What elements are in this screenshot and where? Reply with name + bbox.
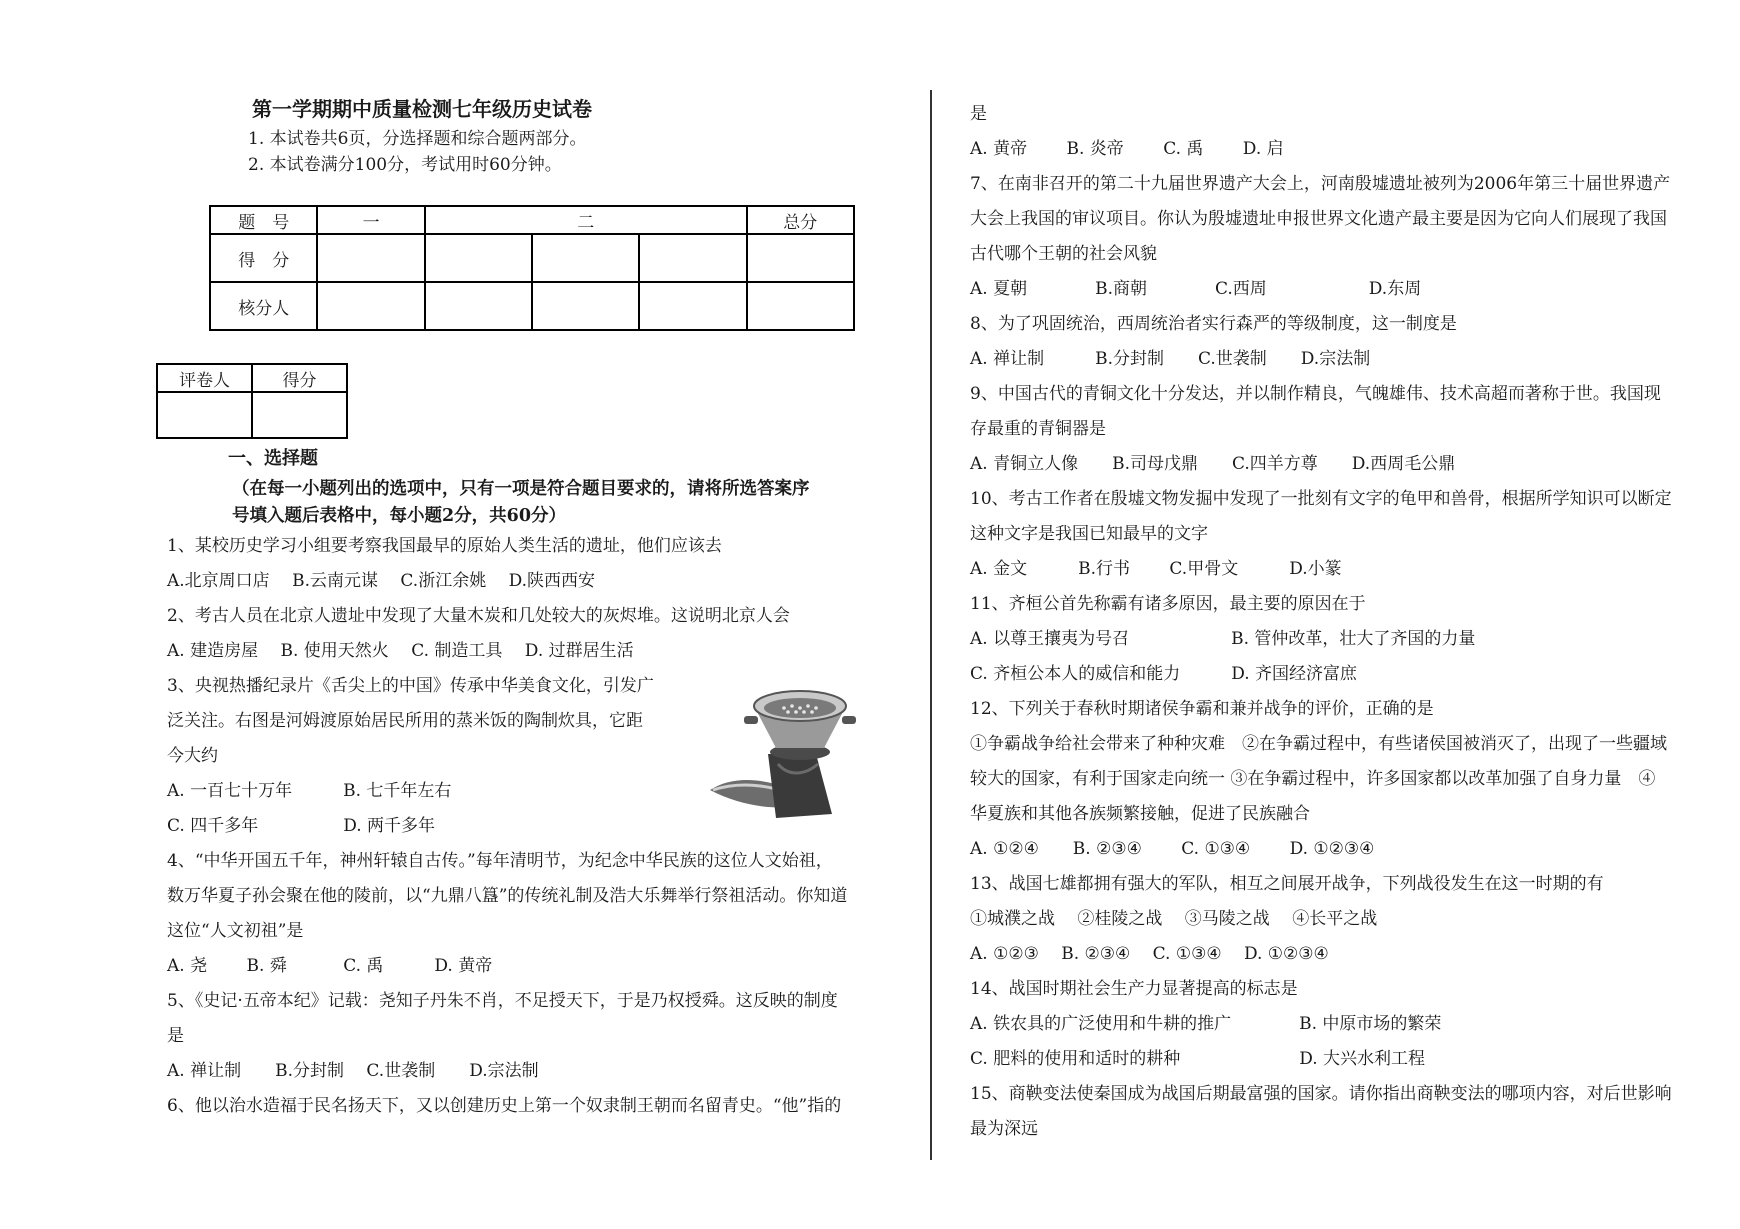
question-12-cont: 华夏族和其他各族频繁接触，促进了民族融合 bbox=[970, 804, 1310, 824]
checker-cell[interactable] bbox=[639, 282, 746, 330]
question-3-options: A. 一百七十万年 B. 七千年左右 bbox=[167, 781, 452, 801]
question-7-cont: 大会上我国的审议项目。你认为殷墟遗址申报世界文化遗产最主要是因为它向人们展现了我国 bbox=[970, 209, 1667, 229]
grader-cell[interactable] bbox=[157, 392, 252, 438]
question-10-options: A. 金文 B.行书 C.甲骨文 D.小篆 bbox=[970, 559, 1342, 579]
question-14: 14、战国时期社会生产力显著提高的标志是 bbox=[970, 979, 1298, 999]
score-header-one: 一 bbox=[317, 206, 424, 234]
question-8-options: A. 禅让制 B.分封制 C.世袭制 D.宗法制 bbox=[970, 349, 1371, 369]
pottery-steamer-image bbox=[708, 672, 860, 824]
question-7: 7、在南非召开的第二十九届世界遗产大会上，河南殷墟遗址被列为2006年第三十届世界遗产 bbox=[970, 174, 1671, 194]
question-1: 1、某校历史学习小组要考察我国最早的原始人类生活的遗址，他们应该去 bbox=[167, 536, 722, 556]
question-9-options: A. 青铜立人像 B.司母戊鼎 C.四羊方尊 D.西周毛公鼎 bbox=[970, 454, 1456, 474]
question-6-cont: 是 bbox=[970, 104, 987, 124]
grader-score-cell[interactable] bbox=[252, 392, 347, 438]
grader-table bbox=[156, 363, 348, 439]
question-5: 5、《史记·五帝本纪》记载：尧知子丹朱不肖，不足授天下，于是乃权授舜。这反映的制度 bbox=[167, 991, 838, 1011]
question-11-options: A. 以尊王攘夷为号召 B. 管仲改革，壮大了齐国的力量 bbox=[970, 629, 1476, 649]
grader-score-header: 得分 bbox=[252, 364, 347, 392]
question-3-cont: 泛关注。右图是河姆渡原始居民所用的蒸米饭的陶制炊具，它距 bbox=[167, 711, 643, 731]
checker-cell[interactable] bbox=[425, 282, 532, 330]
question-15: 15、商鞅变法使秦国成为战国后期最富强的国家。请你指出商鞅变法的哪项内容，对后世影响 bbox=[970, 1084, 1672, 1104]
question-12: 12、下列关于春秋时期诸侯争霸和兼并战争的评价，正确的是 bbox=[970, 699, 1434, 719]
question-4: 4、“中华开国五千年，神州轩辕自古传。”每年清明节，为纪念中华民族的这位人文始祖， bbox=[167, 851, 833, 871]
score-header-label: 题 号 bbox=[210, 206, 317, 234]
exam-note-1: 1. 本试卷共6页，分选择题和综合题两部分。 bbox=[248, 129, 587, 149]
score-header-two: 二 bbox=[425, 206, 747, 234]
checker-cell[interactable] bbox=[532, 282, 639, 330]
question-10: 10、考古工作者在殷墟文物发掘中发现了一批刻有文字的龟甲和兽骨，根据所学知识可以断定 bbox=[970, 489, 1672, 509]
question-5-cont: 是 bbox=[167, 1026, 184, 1046]
question-1-options: A.北京周口店 B.云南元谋 C.浙江余姚 D.陕西西安 bbox=[167, 571, 596, 591]
checker-cell[interactable] bbox=[317, 282, 424, 330]
section-instructions-2: 号填入题后表格中，每小题2分，共60分） bbox=[232, 506, 567, 526]
question-5-options: A. 禅让制 B.分封制 C.世袭制 D.宗法制 bbox=[167, 1061, 539, 1081]
question-14-options: A. 铁农具的广泛使用和牛耕的推广 B. 中原市场的繁荣 bbox=[970, 1014, 1442, 1034]
question-15-cont: 最为深远 bbox=[970, 1119, 1038, 1139]
score-cell[interactable] bbox=[639, 234, 746, 282]
question-13-options: A. ①②③ B. ②③④ C. ①③④ D. ①②③④ bbox=[970, 944, 1329, 964]
question-13: 13、战国七雄都拥有强大的军队，相互之间展开战争，下列战役发生在这一时期的有 bbox=[970, 874, 1604, 894]
question-7-cont: 古代哪个王朝的社会风貌 bbox=[970, 244, 1157, 264]
checker-cell[interactable] bbox=[747, 282, 854, 330]
question-11-options: C. 齐桓公本人的威信和能力 D. 齐国经济富庶 bbox=[970, 664, 1358, 684]
question-3-cont: 今大约 bbox=[167, 746, 218, 766]
question-3-options: C. 四千多年 D. 两千多年 bbox=[167, 816, 436, 836]
question-4-cont: 数万华夏子孙会聚在他的陵前，以“九鼎八簋”的传统礼制及浩大乐舞举行祭祖活动。你知道 bbox=[167, 886, 848, 906]
question-4-options: A. 尧 B. 舜 C. 禹 D. 黄帝 bbox=[167, 956, 493, 976]
question-12-options: A. ①②④ B. ②③④ C. ①③④ D. ①②③④ bbox=[970, 839, 1375, 859]
question-4-cont: 这位“人文初祖”是 bbox=[167, 921, 304, 941]
section-heading: 一、选择题 bbox=[228, 448, 318, 469]
question-3: 3、央视热播纪录片《舌尖上的中国》传承中华美食文化，引发广 bbox=[167, 676, 654, 696]
score-cell[interactable] bbox=[425, 234, 532, 282]
score-header-total: 总分 bbox=[747, 206, 854, 234]
question-11: 11、齐桓公首先称霸有诸多原因，最主要的原因在于 bbox=[970, 594, 1366, 614]
question-13-cont: ①城濮之战 ②桂陵之战 ③马陵之战 ④长平之战 bbox=[970, 909, 1378, 929]
question-6: 6、他以治水造福于民名扬天下，又以创建历史上第一个奴隶制王朝而名留青史。“他”指的 bbox=[167, 1096, 842, 1116]
score-table bbox=[209, 205, 855, 331]
score-cell[interactable] bbox=[747, 234, 854, 282]
exam-note-2: 2. 本试卷满分100分，考试用时60分钟。 bbox=[248, 155, 562, 175]
page-title: 第一学期期中质量检测七年级历史试卷 bbox=[252, 97, 592, 121]
question-9-cont: 存最重的青铜器是 bbox=[970, 419, 1106, 439]
question-12-cont: 较大的国家，有利于国家走向统一 ③在争霸过程中，许多国家都以改革加强了自身力量 ④ bbox=[970, 769, 1656, 789]
question-12-cont: ①争霸战争给社会带来了种种灾难 ②在争霸过程中，有些诸侯国被消灭了，出现了一些疆域 bbox=[970, 734, 1667, 754]
score-row-label: 得 分 bbox=[210, 234, 317, 282]
section-instructions-1: （在每一小题列出的选项中，只有一项是符合题目要求的，请将所选答案序 bbox=[232, 479, 810, 499]
question-6-options: A. 黄帝 B. 炎帝 C. 禹 D. 启 bbox=[970, 139, 1284, 159]
question-2: 2、考古人员在北京人遗址中发现了大量木炭和几处较大的灰烬堆。这说明北京人会 bbox=[167, 606, 790, 626]
question-8: 8、为了巩固统治，西周统治者实行森严的等级制度，这一制度是 bbox=[970, 314, 1457, 334]
question-7-options: A. 夏朝 B.商朝 C.西周 D.东周 bbox=[970, 279, 1422, 299]
question-9: 9、中国古代的青铜文化十分发达，并以制作精良，气魄雄伟、技术高超而著称于世。我国现 bbox=[970, 384, 1661, 404]
score-cell[interactable] bbox=[532, 234, 639, 282]
column-divider bbox=[930, 90, 932, 1160]
question-2-options: A. 建造房屋 B. 使用天然火 C. 制造工具 D. 过群居生活 bbox=[167, 641, 634, 661]
score-cell[interactable] bbox=[317, 234, 424, 282]
grader-header: 评卷人 bbox=[157, 364, 252, 392]
question-14-options: C. 肥料的使用和适时的耕种 D. 大兴水利工程 bbox=[970, 1049, 1426, 1069]
question-10-cont: 这种文字是我国已知最早的文字 bbox=[970, 524, 1208, 544]
checker-row-label: 核分人 bbox=[210, 282, 317, 330]
